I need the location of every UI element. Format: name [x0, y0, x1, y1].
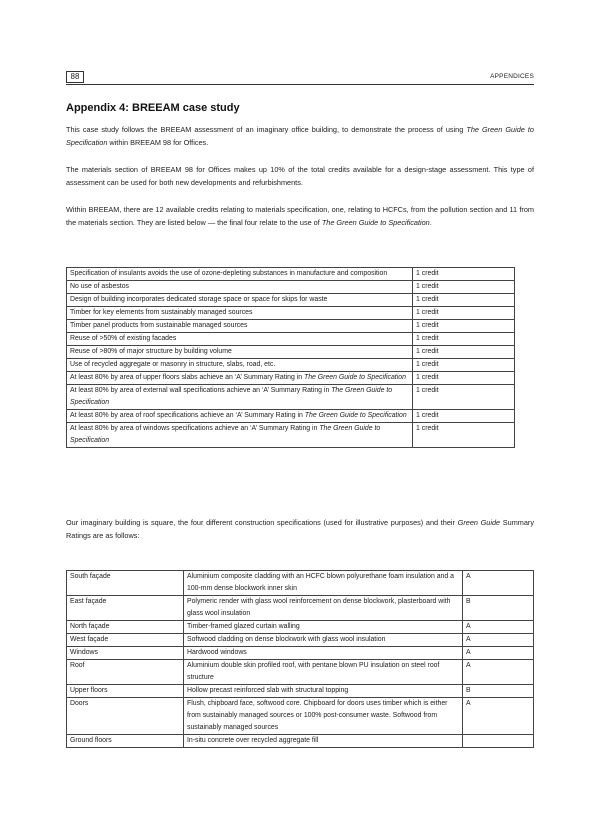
summary-rating: A: [463, 698, 534, 735]
building-element: East façade: [67, 596, 184, 621]
credit-requirement: At least 80% by area of external wall specifications achieve an ‘A’ Summary Rating in The Green Guide to Specification: [67, 385, 413, 410]
summary-rating: B: [463, 685, 534, 698]
section-label: APPENDICES: [490, 73, 534, 80]
summary-rating: A: [463, 571, 534, 596]
table-row: [67, 410, 515, 423]
page-number: 88: [66, 71, 84, 83]
credit-value: 1 credit: [413, 333, 515, 346]
table-row: [67, 281, 515, 294]
construction-specification: Polymeric render with glass wool reinforcement on dense blockwork, plasterboard with glass wool insulation: [184, 596, 463, 621]
credit-value: 1 credit: [413, 410, 515, 423]
construction-specification: Aluminium composite cladding with an HCFC blown polyurethane foam insulation and a 100-mm dense blockwork inner skin: [184, 571, 463, 596]
table-row: [67, 596, 534, 621]
building-element: Windows: [67, 647, 184, 660]
table-row: [67, 307, 515, 320]
building-element: Ground floors: [67, 735, 184, 748]
credit-value: 1 credit: [413, 268, 515, 281]
building-element: Roof: [67, 660, 184, 685]
credit-requirement: No use of asbestos: [67, 281, 413, 294]
credit-value: 1 credit: [413, 320, 515, 333]
credit-requirement: Timber for key elements from sustainably managed sources: [67, 307, 413, 320]
credits-paragraph: Within BREEAM, there are 12 available credits relating to materials specification, one, relating to HCFCs, from the pollution section and 11 from the materials section. They are listed below — the final four relate to the use of The Green Guide to Specification.: [66, 205, 534, 227]
building-paragraph: Our imaginary building is square, the four different construction specifications (used for illustrative purposes) and their Green Guide Summary Ratings are as follows:: [66, 518, 534, 540]
page-title: Appendix 4: BREEAM case study: [66, 102, 240, 114]
construction-specification: Aluminium double skin profiled roof, with pentane blown PU insulation on steel roof structure: [184, 660, 463, 685]
credit-requirement: Specification of insulants avoids the use of ozone-depleting substances in manufacture and composition: [67, 268, 413, 281]
credit-requirement: Reuse of >50% of existing facades: [67, 333, 413, 346]
summary-rating: B: [463, 596, 534, 621]
table-row: [67, 647, 534, 660]
table-row: [67, 359, 515, 372]
credit-value: 1 credit: [413, 372, 515, 385]
credit-requirement: At least 80% by area of roof specifications achieve an ‘A’ Summary Rating in The Green Guide to Specification: [67, 410, 413, 423]
construction-specification: Timber-framed glazed curtain walling: [184, 621, 463, 634]
construction-specification: Hardwood windows: [184, 647, 463, 660]
credit-value: 1 credit: [413, 307, 515, 320]
table-row: [67, 423, 515, 448]
building-element: North façade: [67, 621, 184, 634]
credit-value: 1 credit: [413, 346, 515, 359]
credit-value: 1 credit: [413, 423, 515, 448]
table-row: [67, 346, 515, 359]
table-row: [67, 685, 534, 698]
summary-rating: A: [463, 660, 534, 685]
credit-value: 1 credit: [413, 359, 515, 372]
summary-rating: [463, 735, 534, 748]
credits-table: [66, 267, 515, 448]
table-row: [67, 571, 534, 596]
table-row: [67, 634, 534, 647]
credit-requirement: At least 80% by area of windows specifications achieve an ‘A’ Summary Rating in The Green Guide to Specification: [67, 423, 413, 448]
credit-requirement: Design of building incorporates dedicated storage space or space for skips for waste: [67, 294, 413, 307]
construction-specification: Flush, chipboard face, softwood core. Chipboard for doors uses timber which is either from sustainably managed sources or 100% post-consumer waste. Softwood from sustainably managed sources: [184, 698, 463, 735]
credit-requirement: Use of recycled aggregate or masonry in structure, slabs, road, etc.: [67, 359, 413, 372]
page-header: [66, 70, 534, 85]
table-row: [67, 333, 515, 346]
table-row: [67, 698, 534, 735]
table-row: [67, 372, 515, 385]
credit-value: 1 credit: [413, 385, 515, 410]
summary-rating: A: [463, 647, 534, 660]
building-element: South façade: [67, 571, 184, 596]
table-row: [67, 660, 534, 685]
credit-value: 1 credit: [413, 281, 515, 294]
table-row: [67, 320, 515, 333]
construction-specification: Hollow precast reinforced slab with structural topping: [184, 685, 463, 698]
building-element: Doors: [67, 698, 184, 735]
materials-paragraph: The materials section of BREEAM 98 for Offices makes up 10% of the total credits available for a design-stage assessment. This type of assessment can be used for both new developments and refurbishments.: [66, 165, 534, 187]
construction-specification: Softwood cladding on dense blockwork with glass wool insulation: [184, 634, 463, 647]
credit-value: 1 credit: [413, 294, 515, 307]
building-element: West façade: [67, 634, 184, 647]
construction-specification: In-situ concrete over recycled aggregate fill: [184, 735, 463, 748]
credit-requirement: At least 80% by area of upper floors slabs achieve an ‘A’ Summary Rating in The Green Guide to Specification: [67, 372, 413, 385]
summary-rating: A: [463, 621, 534, 634]
table-row: [67, 621, 534, 634]
credit-requirement: Reuse of >80% of major structure by building volume: [67, 346, 413, 359]
specification-table: [66, 570, 534, 748]
table-row: [67, 294, 515, 307]
table-row: [67, 385, 515, 410]
table-row: [67, 735, 534, 748]
intro-paragraph: This case study follows the BREEAM assessment of an imaginary office building, to demonstrate the process of using The Green Guide to Specification within BREEAM 98 for Offices.: [66, 125, 534, 147]
table-row: [67, 268, 515, 281]
credit-requirement: Timber panel products from sustainable managed sources: [67, 320, 413, 333]
summary-rating: A: [463, 634, 534, 647]
building-element: Upper floors: [67, 685, 184, 698]
